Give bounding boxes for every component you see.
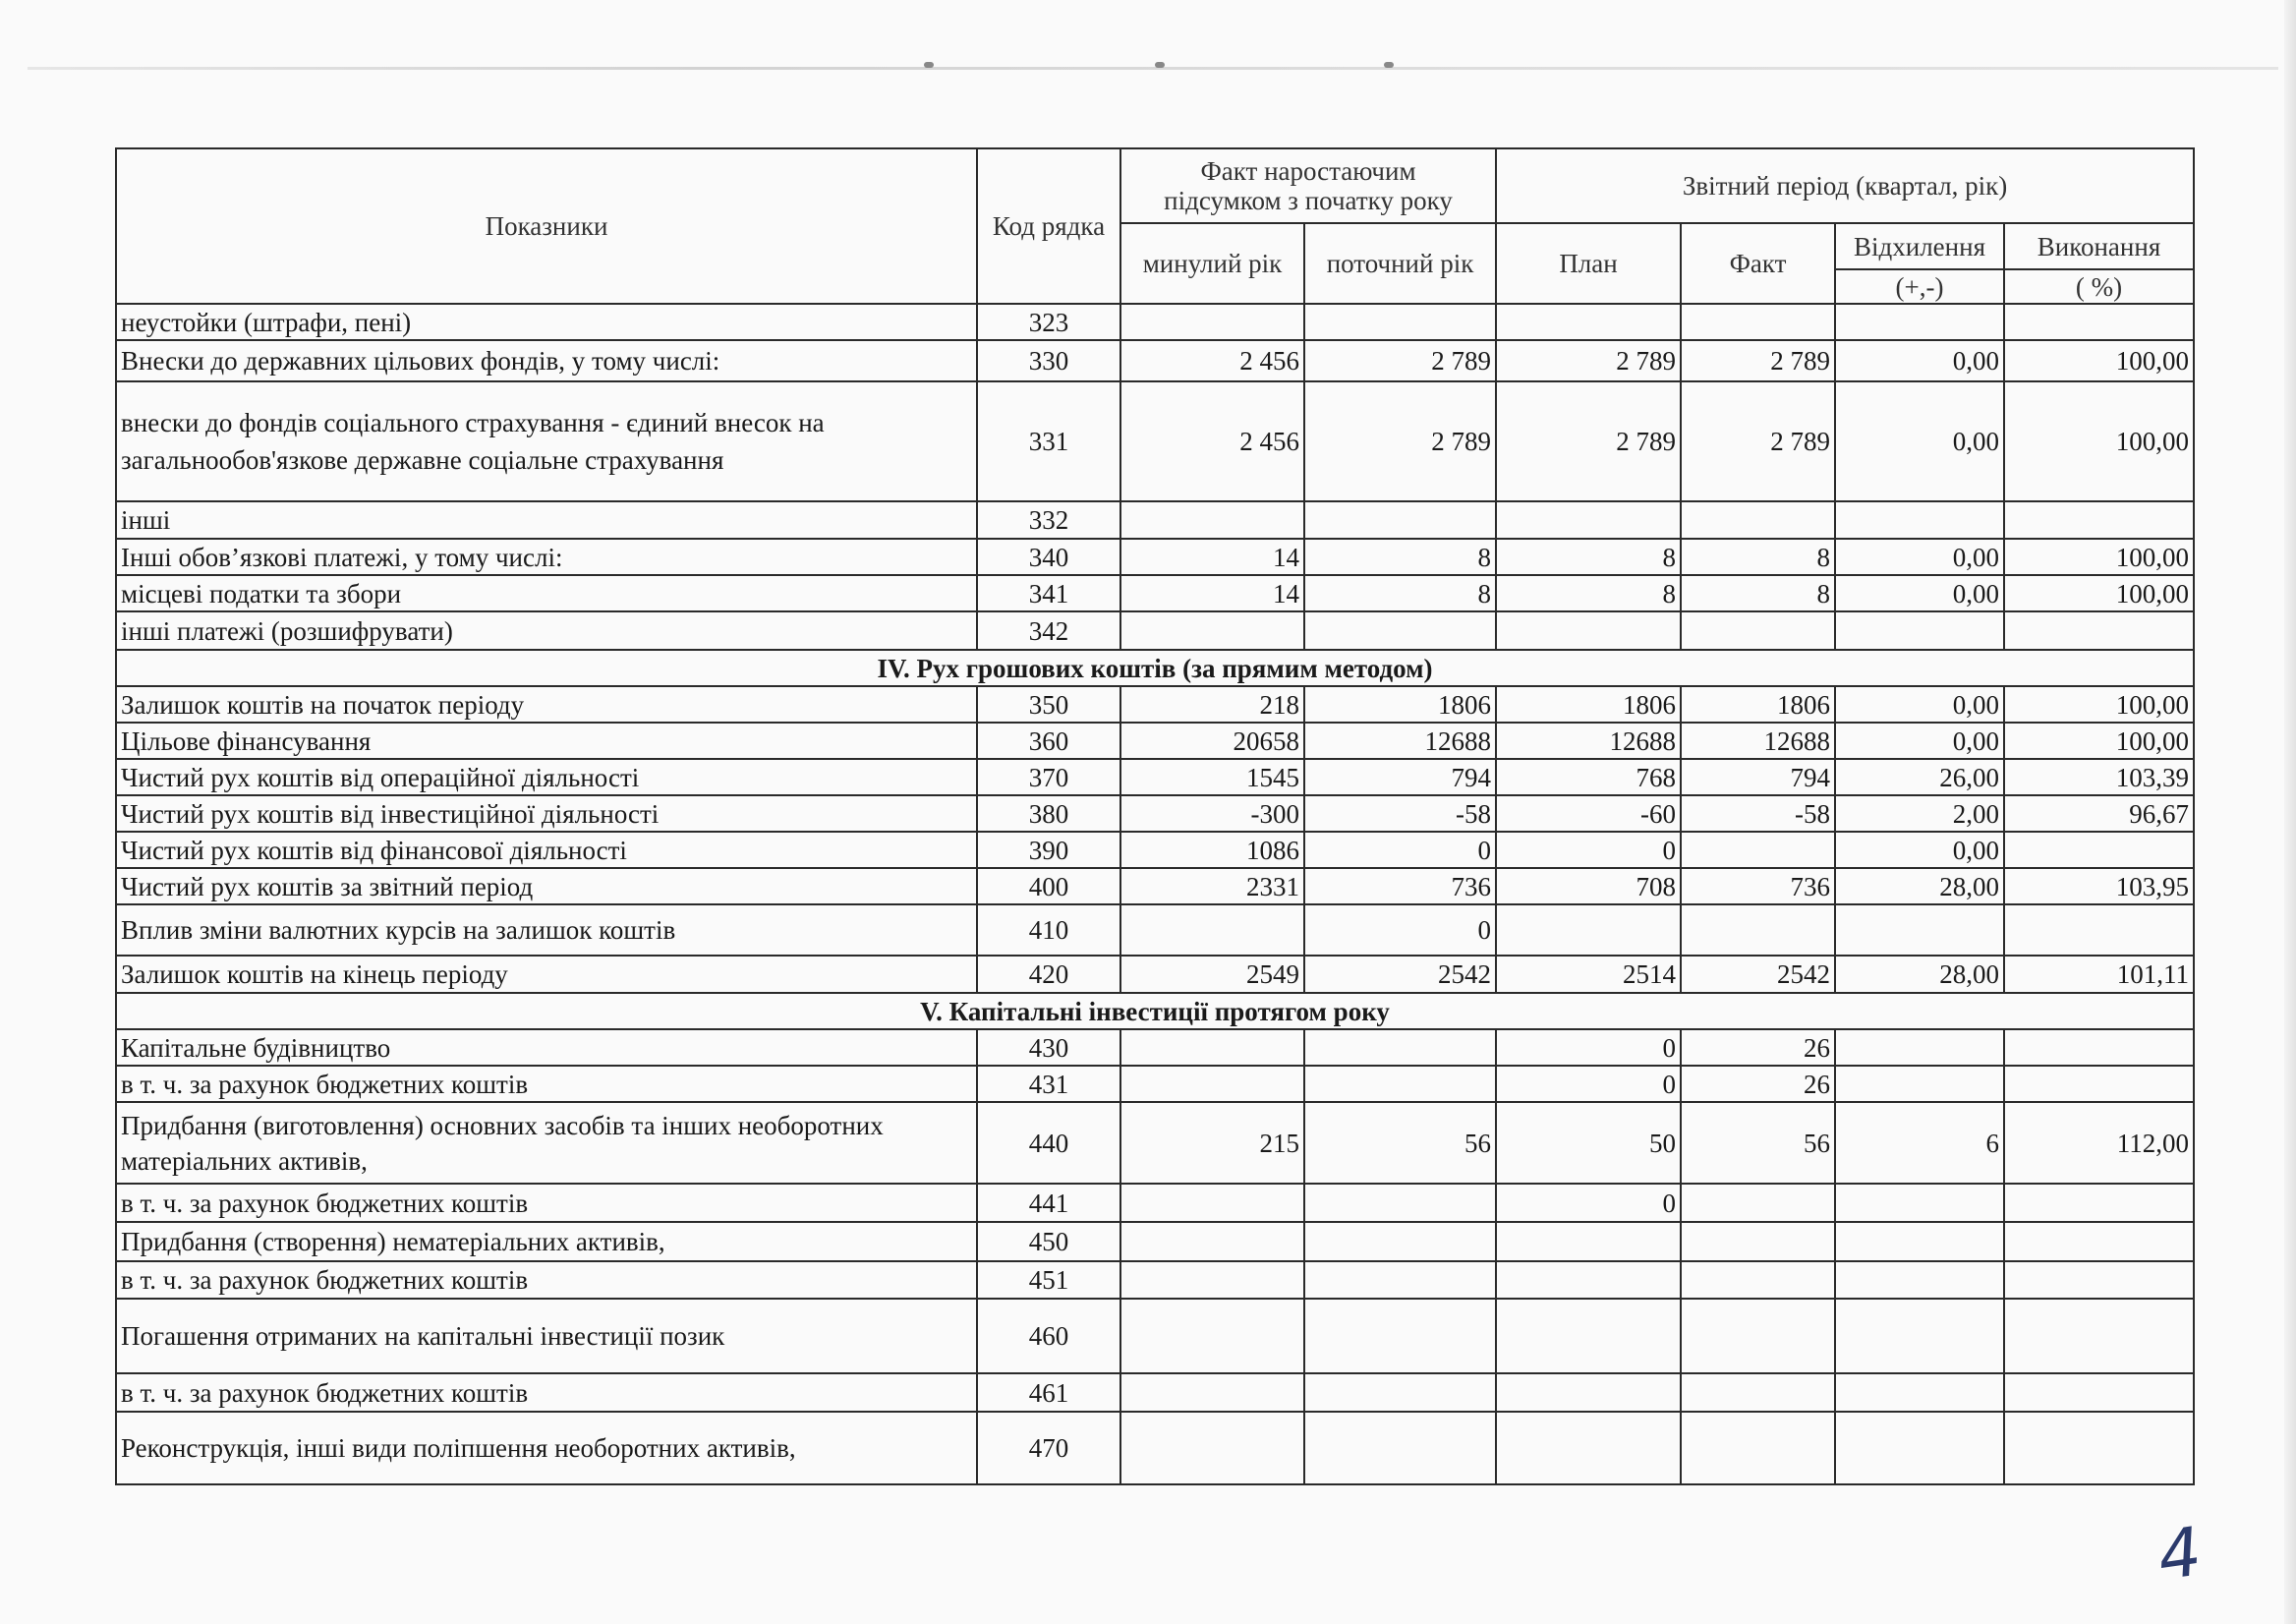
row-exec: 96,67	[2004, 795, 2194, 832]
row-name: Цільове фінансування	[116, 723, 977, 759]
row-fact	[1681, 1412, 1835, 1484]
row-plan: 768	[1496, 759, 1681, 795]
row-code: 330	[977, 340, 1120, 381]
row-fact: 794	[1681, 759, 1835, 795]
row-curr	[1304, 304, 1496, 340]
table-row	[116, 539, 2194, 575]
row-name: в т. ч. за рахунок бюджетних коштів	[116, 1066, 977, 1102]
row-prev	[1120, 611, 1304, 650]
row-name: Залишок коштів на початок періоду	[116, 686, 977, 723]
row-plan	[1496, 611, 1681, 650]
section-title-cash-flow: IV. Рух грошових коштів (за прямим методом)	[116, 650, 2194, 686]
row-code: 342	[977, 611, 1120, 650]
row-dev	[1835, 501, 2004, 539]
row-code: 451	[977, 1261, 1120, 1299]
row-plan: 1806	[1496, 686, 1681, 723]
row-fact	[1681, 832, 1835, 868]
row-code: 341	[977, 575, 1120, 611]
row-prev: 1545	[1120, 759, 1304, 795]
table-row	[116, 1029, 2194, 1066]
row-fact	[1681, 611, 1835, 650]
row-exec	[2004, 1184, 2194, 1222]
row-code: 410	[977, 904, 1120, 956]
row-fact: 12688	[1681, 723, 1835, 759]
row-exec	[2004, 1261, 2194, 1299]
row-code: 450	[977, 1222, 1120, 1261]
section-row	[116, 993, 2194, 1029]
header-deviation: Відхилення	[1835, 223, 2004, 269]
row-dev: 0,00	[1835, 832, 2004, 868]
row-prev	[1120, 1412, 1304, 1484]
header-execution: Виконання	[2004, 223, 2194, 269]
row-exec: 100,00	[2004, 723, 2194, 759]
row-prev	[1120, 1184, 1304, 1222]
row-prev: 14	[1120, 539, 1304, 575]
row-dev: 0,00	[1835, 340, 2004, 381]
row-curr: 0	[1304, 904, 1496, 956]
row-plan: 0	[1496, 832, 1681, 868]
row-name: неустойки (штрафи, пені)	[116, 304, 977, 340]
row-code: 431	[977, 1066, 1120, 1102]
row-plan: 0	[1496, 1029, 1681, 1066]
row-name: Чистий рух коштів від фінансової діяльності	[116, 832, 977, 868]
row-name: Чистий рух коштів від операційної діяльності	[116, 759, 977, 795]
header-execution-unit: ( %)	[2004, 269, 2194, 304]
row-name: Придбання (створення) нематеріальних активів,	[116, 1222, 977, 1261]
header-fact: Факт	[1681, 223, 1835, 304]
row-exec: 112,00	[2004, 1102, 2194, 1184]
row-name: Залишок коштів на кінець періоду	[116, 956, 977, 993]
row-name: Внески до державних цільових фондів, у тому числі:	[116, 340, 977, 381]
row-prev: -300	[1120, 795, 1304, 832]
row-dev: 0,00	[1835, 686, 2004, 723]
header-row-code: Код рядка	[977, 148, 1120, 304]
row-fact	[1681, 501, 1835, 539]
scan-speck	[1155, 62, 1165, 68]
row-fact	[1681, 1184, 1835, 1222]
row-prev	[1120, 304, 1304, 340]
row-fact	[1681, 1299, 1835, 1373]
row-exec	[2004, 611, 2194, 650]
scan-right-edge	[2284, 0, 2296, 1624]
row-code: 470	[977, 1412, 1120, 1484]
row-plan: 8	[1496, 575, 1681, 611]
row-name: в т. ч. за рахунок бюджетних коштів	[116, 1373, 977, 1412]
table-row	[116, 832, 2194, 868]
table-row	[116, 1102, 2194, 1184]
row-plan	[1496, 1222, 1681, 1261]
row-exec	[2004, 304, 2194, 340]
row-curr: 8	[1304, 575, 1496, 611]
row-code: 350	[977, 686, 1120, 723]
table-row	[116, 868, 2194, 904]
row-fact: 26	[1681, 1029, 1835, 1066]
row-dev: 0,00	[1835, 539, 2004, 575]
table-row	[116, 1412, 2194, 1484]
row-curr: 736	[1304, 868, 1496, 904]
row-plan	[1496, 501, 1681, 539]
row-code: 370	[977, 759, 1120, 795]
table-row	[116, 381, 2194, 501]
row-dev: 2,00	[1835, 795, 2004, 832]
header-row-1	[116, 148, 2194, 223]
row-prev	[1120, 1066, 1304, 1102]
row-dev	[1835, 304, 2004, 340]
header-reporting-period: Звітний період (квартал, рік)	[1496, 148, 2194, 223]
row-name-line1: внески до фондів соціального страхування - єдиний внесок на	[121, 408, 825, 437]
row-exec: 101,11	[2004, 956, 2194, 993]
row-code: 331	[977, 381, 1120, 501]
financial-report-table	[115, 147, 2195, 1485]
row-dev	[1835, 904, 2004, 956]
row-fact: 8	[1681, 539, 1835, 575]
row-code: 420	[977, 956, 1120, 993]
section-row	[116, 650, 2194, 686]
row-name: в т. ч. за рахунок бюджетних коштів	[116, 1261, 977, 1299]
row-name: Чистий рух коштів від інвестиційної діяльності	[116, 795, 977, 832]
table-row	[116, 956, 2194, 993]
row-name: Реконструкція, інші види поліпшення необоротних активів,	[116, 1412, 977, 1484]
row-curr	[1304, 1373, 1496, 1412]
row-prev: 215	[1120, 1102, 1304, 1184]
row-dev: 28,00	[1835, 956, 2004, 993]
row-dev	[1835, 1261, 2004, 1299]
row-curr	[1304, 611, 1496, 650]
row-plan: -60	[1496, 795, 1681, 832]
table-row	[116, 575, 2194, 611]
row-curr: 794	[1304, 759, 1496, 795]
row-exec: 100,00	[2004, 575, 2194, 611]
row-plan	[1496, 1261, 1681, 1299]
row-exec	[2004, 1222, 2194, 1261]
row-plan	[1496, 304, 1681, 340]
row-name: Погашення отриманих на капітальні інвестиції позик	[116, 1299, 977, 1373]
row-plan: 2 789	[1496, 340, 1681, 381]
row-plan: 2 789	[1496, 381, 1681, 501]
section-title-capital-investments: V. Капітальні інвестиції протягом року	[116, 993, 2194, 1029]
row-fact: 736	[1681, 868, 1835, 904]
row-code: 323	[977, 304, 1120, 340]
table-row	[116, 304, 2194, 340]
row-code: 461	[977, 1373, 1120, 1412]
header-plan: План	[1496, 223, 1681, 304]
row-curr	[1304, 1412, 1496, 1484]
row-curr: 0	[1304, 832, 1496, 868]
row-dev: 0,00	[1835, 575, 2004, 611]
row-curr: 2542	[1304, 956, 1496, 993]
row-exec	[2004, 1412, 2194, 1484]
row-plan: 50	[1496, 1102, 1681, 1184]
table-row	[116, 1184, 2194, 1222]
row-name	[116, 381, 977, 501]
row-dev	[1835, 1412, 2004, 1484]
header-prev-year: минулий рік	[1120, 223, 1304, 304]
row-plan: 0	[1496, 1184, 1681, 1222]
row-name: місцеві податки та збори	[116, 575, 977, 611]
row-dev	[1835, 1373, 2004, 1412]
row-curr	[1304, 1066, 1496, 1102]
scan-speck	[924, 62, 934, 68]
row-prev: 2 456	[1120, 340, 1304, 381]
row-exec: 100,00	[2004, 539, 2194, 575]
page-number: 4	[2152, 1513, 2207, 1596]
row-plan: 708	[1496, 868, 1681, 904]
row-name-line2: загальнообов'язкове державне соціальне страхування	[121, 445, 724, 475]
row-name: в т. ч. за рахунок бюджетних коштів	[116, 1184, 977, 1222]
row-name-line1: Придбання (виготовлення) основних засобів та інших необоротних	[121, 1110, 884, 1140]
row-dev: 0,00	[1835, 381, 2004, 501]
row-code: 430	[977, 1029, 1120, 1066]
row-name: інші	[116, 501, 977, 539]
row-prev	[1120, 1373, 1304, 1412]
row-fact	[1681, 904, 1835, 956]
row-name	[116, 1102, 977, 1184]
row-prev: 1086	[1120, 832, 1304, 868]
row-fact: 26	[1681, 1066, 1835, 1102]
row-fact: 2542	[1681, 956, 1835, 993]
row-exec: 103,95	[2004, 868, 2194, 904]
row-dev	[1835, 1299, 2004, 1373]
row-plan: 8	[1496, 539, 1681, 575]
row-fact: 2 789	[1681, 340, 1835, 381]
row-exec: 103,39	[2004, 759, 2194, 795]
row-fact: 2 789	[1681, 381, 1835, 501]
table-row	[116, 611, 2194, 650]
row-plan: 0	[1496, 1066, 1681, 1102]
row-exec	[2004, 1066, 2194, 1102]
row-prev: 2 456	[1120, 381, 1304, 501]
row-curr	[1304, 1299, 1496, 1373]
table-row	[116, 501, 2194, 539]
row-fact: 1806	[1681, 686, 1835, 723]
table-row	[116, 1261, 2194, 1299]
row-curr	[1304, 1261, 1496, 1299]
row-exec	[2004, 904, 2194, 956]
row-curr: 2 789	[1304, 381, 1496, 501]
row-prev	[1120, 1029, 1304, 1066]
row-name: Інші обов’язкові платежі, у тому числі:	[116, 539, 977, 575]
row-plan: 2514	[1496, 956, 1681, 993]
row-curr	[1304, 1222, 1496, 1261]
row-dev	[1835, 1066, 2004, 1102]
row-name: Вплив зміни валютних курсів на залишок коштів	[116, 904, 977, 956]
table-row	[116, 759, 2194, 795]
scan-speck	[1384, 62, 1394, 68]
table-row	[116, 1222, 2194, 1261]
row-code: 340	[977, 539, 1120, 575]
row-name-line2: матеріальних активів,	[121, 1145, 368, 1176]
row-name: Чистий рух коштів за звітний період	[116, 868, 977, 904]
row-plan: 12688	[1496, 723, 1681, 759]
row-code: 400	[977, 868, 1120, 904]
row-plan	[1496, 1412, 1681, 1484]
row-curr: -58	[1304, 795, 1496, 832]
row-name: інші платежі (розшифрувати)	[116, 611, 977, 650]
table-row	[116, 723, 2194, 759]
row-prev: 20658	[1120, 723, 1304, 759]
header-curr-year: поточний рік	[1304, 223, 1496, 304]
row-prev	[1120, 1222, 1304, 1261]
row-exec: 100,00	[2004, 686, 2194, 723]
row-fact: 56	[1681, 1102, 1835, 1184]
row-dev	[1835, 611, 2004, 650]
row-curr	[1304, 1184, 1496, 1222]
row-prev: 218	[1120, 686, 1304, 723]
row-dev: 6	[1835, 1102, 2004, 1184]
row-prev: 14	[1120, 575, 1304, 611]
row-plan	[1496, 904, 1681, 956]
row-code: 332	[977, 501, 1120, 539]
header-cumulative-line1: Факт наростаючим	[1200, 156, 1416, 186]
scan-top-edge	[28, 67, 2278, 70]
row-code: 441	[977, 1184, 1120, 1222]
row-code: 440	[977, 1102, 1120, 1184]
row-exec: 100,00	[2004, 381, 2194, 501]
row-fact	[1681, 1373, 1835, 1412]
row-exec: 100,00	[2004, 340, 2194, 381]
row-fact	[1681, 1222, 1835, 1261]
row-curr	[1304, 501, 1496, 539]
row-fact: -58	[1681, 795, 1835, 832]
row-exec	[2004, 1029, 2194, 1066]
table-row	[116, 1066, 2194, 1102]
row-plan	[1496, 1373, 1681, 1412]
row-prev	[1120, 1261, 1304, 1299]
row-dev: 0,00	[1835, 723, 2004, 759]
row-prev	[1120, 1299, 1304, 1373]
row-prev: 2549	[1120, 956, 1304, 993]
header-indicators: Показники	[116, 148, 977, 304]
row-dev	[1835, 1029, 2004, 1066]
table-row	[116, 904, 2194, 956]
row-code: 460	[977, 1299, 1120, 1373]
table-row	[116, 686, 2194, 723]
row-dev	[1835, 1184, 2004, 1222]
row-dev	[1835, 1222, 2004, 1261]
header-cumulative	[1120, 148, 1496, 223]
header-deviation-unit: (+,-)	[1835, 269, 2004, 304]
row-code: 380	[977, 795, 1120, 832]
table-row	[116, 1299, 2194, 1373]
row-fact: 8	[1681, 575, 1835, 611]
row-exec	[2004, 501, 2194, 539]
row-curr: 2 789	[1304, 340, 1496, 381]
row-plan	[1496, 1299, 1681, 1373]
row-curr: 1806	[1304, 686, 1496, 723]
row-code: 390	[977, 832, 1120, 868]
row-curr: 56	[1304, 1102, 1496, 1184]
row-curr	[1304, 1029, 1496, 1066]
row-exec	[2004, 1299, 2194, 1373]
row-exec	[2004, 832, 2194, 868]
row-dev: 26,00	[1835, 759, 2004, 795]
row-fact	[1681, 304, 1835, 340]
table-row	[116, 795, 2194, 832]
row-dev: 28,00	[1835, 868, 2004, 904]
row-fact	[1681, 1261, 1835, 1299]
row-exec	[2004, 1373, 2194, 1412]
row-name: Капітальне будівництво	[116, 1029, 977, 1066]
table-row	[116, 1373, 2194, 1412]
row-curr: 12688	[1304, 723, 1496, 759]
row-prev	[1120, 501, 1304, 539]
row-curr: 8	[1304, 539, 1496, 575]
row-prev: 2331	[1120, 868, 1304, 904]
row-prev	[1120, 904, 1304, 956]
header-cumulative-line2: підсумком з початку року	[1164, 186, 1453, 215]
row-code: 360	[977, 723, 1120, 759]
table-row	[116, 340, 2194, 381]
